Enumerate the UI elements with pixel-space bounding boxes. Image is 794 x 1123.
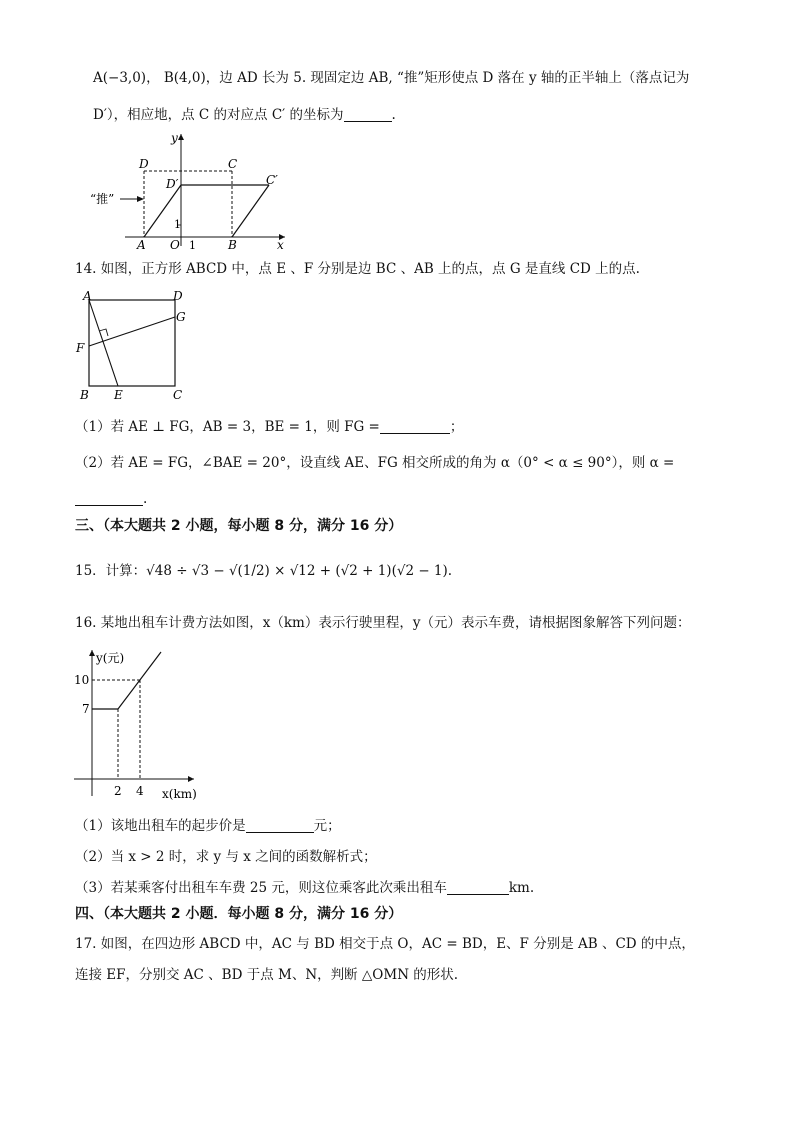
label-x: x <box>277 238 284 252</box>
answer-blank[interactable] <box>344 107 392 122</box>
q16-part3 <box>75 879 534 897</box>
label-O: O <box>170 238 180 252</box>
y-tick-7: 7 <box>82 702 90 716</box>
q14-figure <box>70 286 200 406</box>
section-3-heading: 三、（本大题共 2 小题，每小题 8 分，满分 16 分） <box>75 518 403 534</box>
answer-blank[interactable] <box>75 491 143 506</box>
q13-line1: A(−3,0)， B(4,0)，边 AD 长为 5. 现固定边 AB, “推”矩形使点 D 落在 y 轴的正半轴上（落点记为 <box>93 70 690 86</box>
label-A: A <box>137 238 146 252</box>
y-axis-label: y(元) <box>96 651 125 665</box>
q17-line1: 17. 如图，在四边形 ABCD 中，AC 与 BD 相交于点 O，AC = BD，E、F 分别是 AB 、CD 的中点， <box>75 936 695 952</box>
q13-line2-text: D′），相应地，点 C 的对应点 C′ 的坐标为 <box>93 107 344 123</box>
q16-part1 <box>75 817 341 835</box>
label-D: D <box>139 157 149 171</box>
q16-graph <box>70 644 210 806</box>
q17-line2: 连接 EF，分别交 AC 、BD 于点 M、N，判断 △OMN 的形状. <box>75 967 459 983</box>
q14-part2-end: . <box>143 491 148 507</box>
label-E: E <box>114 388 123 402</box>
push-label: “推” <box>90 192 115 206</box>
answer-blank[interactable] <box>447 880 509 895</box>
x-tick-4: 4 <box>136 784 144 798</box>
label-B: B <box>228 238 237 252</box>
q16-part3-end: km. <box>508 880 535 896</box>
label-C-prime: C′ <box>266 173 278 187</box>
x-axis-label: x(km) <box>162 787 197 801</box>
q14-stem: 14. 如图，正方形 ABCD 中，点 E 、F 分别是边 BC 、AB 上的点，点 G 是直线 CD 上的点. <box>75 261 640 277</box>
q16-part1-text: （1）该地出租车的起步价是 <box>75 818 246 834</box>
q13-line2-end: . <box>391 107 396 123</box>
q14-part2-answer <box>75 490 147 508</box>
q16-part3-text: （3）若某乘客付出租车车费 25 元，则这位乘客此次乘出租车 <box>75 880 447 896</box>
q14-part1-text: （1）若 AE ⊥ FG，AB = 3，BE = 1，则 FG = <box>75 419 380 435</box>
label-y: y <box>171 131 178 145</box>
q14-part2: （2）若 AE = FG，∠BAE = 20°，设直线 AE、FG 相交所成的角为 α（0° < α ≤ 90°），则 α = <box>75 455 675 471</box>
label-A: A <box>83 289 92 303</box>
q14-part1 <box>75 418 463 436</box>
answer-blank[interactable] <box>246 818 314 833</box>
q14-part1-end: ； <box>449 419 464 435</box>
label-one-y: 1 <box>174 218 181 231</box>
x-tick-2: 2 <box>114 784 122 798</box>
label-G: G <box>176 310 186 324</box>
answer-blank[interactable] <box>380 419 450 434</box>
q16-stem: 16. 某地出租车计费方法如图，x（km）表示行驶里程，y（元）表示车费，请根据图象解答下列问题： <box>75 615 691 631</box>
label-B: B <box>80 388 89 402</box>
label-D: D <box>173 289 183 303</box>
q16-part2: （2）当 x > 2 时，求 y 与 x 之间的函数解析式； <box>75 849 377 865</box>
label-one-x: 1 <box>189 239 196 252</box>
q15-text: 15．计算：√48 ÷ √3 − √(1/2) × √12 + (√2 + 1)(√2 − 1). <box>75 563 453 579</box>
label-F: F <box>76 341 85 355</box>
q16-part1-end: 元； <box>313 818 341 834</box>
q13-figure <box>90 128 300 250</box>
label-C: C <box>228 157 238 171</box>
section-4-heading: 四、（本大题共 2 小题．每小题 8 分，满分 16 分） <box>75 906 403 922</box>
label-D-prime: D′ <box>166 177 179 191</box>
y-tick-10: 10 <box>74 673 90 687</box>
q13-line2 <box>93 106 396 124</box>
label-C: C <box>173 388 183 402</box>
